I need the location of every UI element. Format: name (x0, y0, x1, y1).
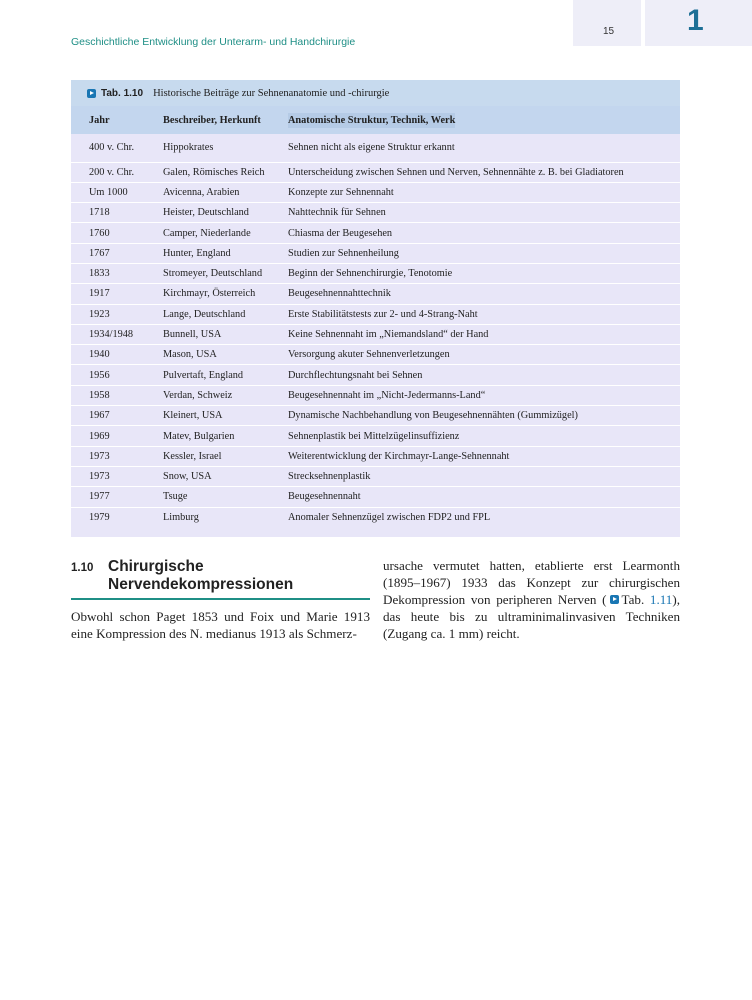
cell-author: Camper, Niederlande (163, 223, 288, 243)
cell-author: Stromeyer, Deutschland (163, 263, 288, 283)
cell-year: 1958 (71, 385, 163, 405)
cell-author: Mason, USA (163, 345, 288, 365)
cell-year: 1917 (71, 284, 163, 304)
cell-year: 1767 (71, 243, 163, 263)
table-row (71, 426, 680, 446)
cell-year: 1969 (71, 426, 163, 446)
table-row (71, 304, 680, 324)
cell-year: 1977 (71, 487, 163, 507)
xref-prefix: Tab. (621, 592, 650, 607)
section-number: 1.10 (71, 562, 94, 574)
cell-author: Hippokrates (163, 142, 214, 154)
cell-author: Snow, USA (163, 466, 288, 486)
cell-author: Kessler, Israel (163, 446, 288, 466)
column-header-author: Beschreiber, Herkunft (163, 114, 261, 126)
cell-author: Kirchmayr, Österreich (163, 284, 288, 304)
cell-author: Galen, Römisches Reich (163, 162, 288, 182)
cell-author: Verdan, Schweiz (163, 385, 288, 405)
cell-structure: Beugesehnennahttechnik (288, 284, 680, 304)
cell-structure: Sehnenplastik bei Mittelzügelinsuffizienz (288, 426, 680, 446)
cell-year: 1979 (71, 507, 163, 527)
body-paragraph-right (383, 557, 680, 642)
cell-structure: Weiterentwicklung der Kirchmayr-Lange-Sehnennaht (288, 446, 680, 466)
body-paragraph-left: Obwohl schon Paget 1853 und Foix und Marie 1913 eine Kompression des N. medianus 1913 als Schmerz- (71, 609, 370, 641)
column-header-structure: Anatomische Struktur, Technik, Werk (288, 114, 456, 126)
table-label: Tab. 1.10 (101, 87, 144, 99)
section-rule (71, 598, 370, 600)
cell-structure: Nahttechnik für Sehnen (288, 203, 680, 223)
table-row (71, 162, 680, 182)
table-row (71, 284, 680, 304)
cell-structure: Beugesehnennaht im „Nicht-Jedermanns-Land“ (288, 385, 680, 405)
table-row (71, 263, 680, 283)
cell-author: Tsuge (163, 487, 288, 507)
cell-year: Um 1000 (71, 182, 163, 202)
table-marker-icon (87, 89, 96, 98)
table-row (71, 203, 680, 223)
cell-structure: Dynamische Nachbehandlung von Beugesehnennähten (Gummizügel) (288, 406, 680, 426)
cell-year: 200 v. Chr. (71, 162, 163, 182)
cell-year: 1940 (71, 345, 163, 365)
section-heading (71, 558, 370, 594)
table-title: Historische Beiträge zur Sehnenanatomie und -chirurgie (153, 87, 390, 99)
cell-year: 1934/1948 (71, 324, 163, 344)
column-header-year: Jahr (89, 114, 110, 126)
cell-author: Matev, Bulgarien (163, 426, 288, 446)
paragraph-text-1: ursache vermutet hatten, etablierte erst Learmonth (1895–1967) 1933 das Konzept zur chirurgischen Dekompression von peripheren Nerven ( (383, 558, 680, 607)
table-row (71, 487, 680, 507)
table-row (71, 223, 680, 243)
paragraph-text-2: ), das heute bis zu ultraminimalinvasiven Techniken (Zugang ca. 1 mm) reicht. (383, 592, 680, 641)
table-reference-link[interactable]: 1.11 (649, 592, 673, 607)
table-row (71, 182, 680, 202)
cell-year: 1923 (71, 304, 163, 324)
section-title-line-2: Nervendekompressionen (108, 576, 294, 593)
cell-structure: Strecksehnenplastik (288, 466, 680, 486)
cell-structure: Sehnen nicht als eigene Struktur erkannt (288, 142, 455, 154)
cell-year: 1956 (71, 365, 163, 385)
cell-structure: Beugesehnennaht (288, 487, 680, 507)
cell-structure: Chiasma der Beugesehen (288, 223, 680, 243)
table-row (71, 446, 680, 466)
cell-author: Bunnell, USA (163, 324, 288, 344)
running-head: Geschichtliche Entwicklung der Unterarm- und Handchirurgie (71, 36, 356, 48)
cell-structure: Beginn der Sehnenchirurgie, Tenotomie (288, 263, 680, 283)
cell-structure: Anomaler Sehnenzügel zwischen FDP2 und FPL (288, 507, 680, 527)
table-row (71, 365, 680, 385)
table-row (71, 243, 680, 263)
data-table (71, 106, 680, 527)
cell-author: Hunter, England (163, 243, 288, 263)
table-row (71, 507, 680, 527)
cell-author: Heister, Deutschland (163, 203, 288, 223)
table-row (71, 345, 680, 365)
cell-author: Avicenna, Arabien (163, 182, 288, 202)
table-row (71, 466, 680, 486)
table-row (71, 324, 680, 344)
cell-year: 1967 (71, 406, 163, 426)
cell-year: 400 v. Chr. (89, 142, 135, 154)
cell-structure: Erste Stabilitätstests zur 2- und 4-Strang-Naht (288, 304, 680, 324)
chapter-number: 1 (687, 4, 704, 37)
cell-year: 1833 (71, 263, 163, 283)
cell-author: Kleinert, USA (163, 406, 288, 426)
cell-year: 1973 (71, 446, 163, 466)
table-row (71, 406, 680, 426)
cell-structure: Konzepte zur Sehnennaht (288, 182, 680, 202)
page-number: 15 (603, 26, 615, 37)
table-reference-icon (610, 595, 619, 604)
cell-author: Pulvertaft, England (163, 365, 288, 385)
cell-year: 1718 (71, 203, 163, 223)
page-number-tab (573, 0, 641, 46)
table-row (71, 134, 680, 162)
cell-structure: Unterscheidung zwischen Sehnen und Nerven, Sehnennähte z. B. bei Gladiatoren (288, 162, 680, 182)
cell-year: 1760 (71, 223, 163, 243)
table-row (71, 385, 680, 405)
cell-structure: Durchflechtungsnaht bei Sehnen (288, 365, 680, 385)
cell-structure: Versorgung akuter Sehnenverletzungen (288, 345, 680, 365)
table-caption (71, 80, 680, 106)
cell-author: Lange, Deutschland (163, 304, 288, 324)
cell-structure: Studien zur Sehnenheilung (288, 243, 680, 263)
history-table (71, 80, 680, 537)
table-header-row (71, 106, 680, 134)
section-title-line-1: Chirurgische (108, 558, 204, 575)
cell-author: Limburg (163, 507, 288, 527)
cell-structure: Keine Sehnennaht im „Niemandsland“ der Hand (288, 324, 680, 344)
cell-year: 1973 (71, 466, 163, 486)
